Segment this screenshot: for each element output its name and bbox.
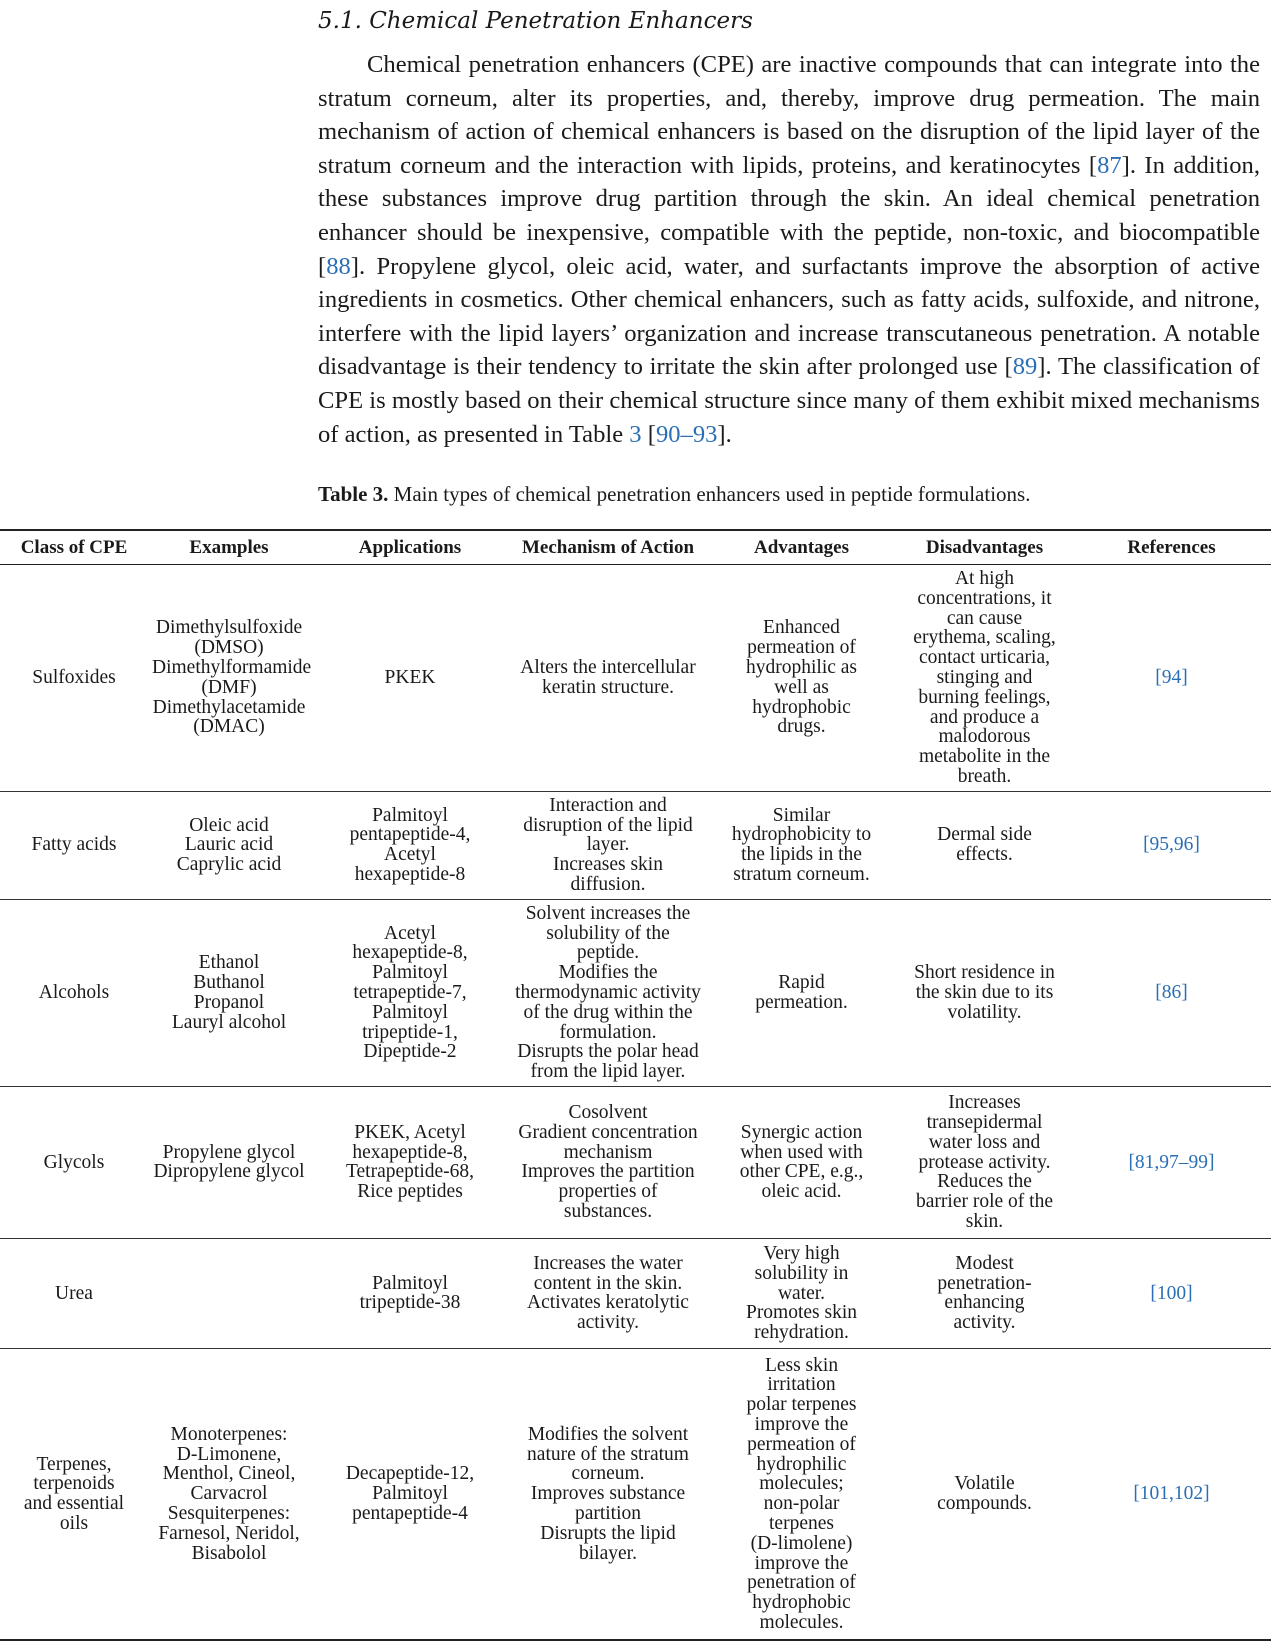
paragraph-text: ]. Propylene glycol, oleic acid, water, and surfactants improve the absorption of active ingredients in cosmetics. Other chemical enhancers, such as fatty acids, sulfoxide, and nitrone, interfere with the lipid layers’ organization and increase transcutaneous penetration. A notable disadvantage is their tendency to irritate the skin after prolonged use [ xyxy=(318,252,1260,381)
cell-applications: Decapeptide-12, Palmitoyl pentapeptide-4 xyxy=(310,1348,510,1640)
cell-advantages: Less skin irritation polar terpenes improve the permeation of hydrophilic molecules; non-polar terpenes (D-limolene) improve the penetration of hydrophobic molecules. xyxy=(706,1348,897,1640)
cell-mechanism: Solvent increases the solubility of the peptide. Modifies the thermodynamic activity of the drug within the formulation. Disrupts the polar head from the lipid layer. xyxy=(510,899,706,1086)
cell-examples: Propylene glycol Dipropylene glycol xyxy=(148,1086,310,1238)
citation-link[interactable]: 90–93 xyxy=(655,420,718,448)
cell-applications: Acetyl hexapeptide-8, Palmitoyl tetrapeptide-7, Palmitoyl tripeptide-1, Dipeptide-2 xyxy=(310,899,510,1086)
table-header-row xyxy=(0,530,1271,565)
cell-advantages: Rapid permeation. xyxy=(706,899,897,1086)
cell-mechanism: Increases the water content in the skin. Activates keratolytic activity. xyxy=(510,1238,706,1348)
cell-disadvantages: Short residence in the skin due to its volatility. xyxy=(897,899,1072,1086)
cell-class: Fatty acids xyxy=(0,791,148,899)
citation-link[interactable]: 89 xyxy=(1012,353,1038,381)
cell-disadvantages: Volatile compounds. xyxy=(897,1348,1072,1640)
cell-disadvantages: Dermal side effects. xyxy=(897,791,1072,899)
header-class: Class of CPE xyxy=(0,530,148,565)
cell-applications: Palmitoyl tripeptide-38 xyxy=(310,1238,510,1348)
cell-disadvantages: Increases transepidermal water loss and protease activity. Reduces the barrier role of the skin. xyxy=(897,1086,1072,1238)
table-row xyxy=(0,791,1271,899)
cell-examples: Oleic acid Lauric acid Caprylic acid xyxy=(148,791,310,899)
cell-references[interactable]: [100] xyxy=(1072,1238,1271,1348)
cpe-table xyxy=(0,529,1271,1641)
section-heading: 5.1. Chemical Penetration Enhancers xyxy=(318,8,753,34)
table-row xyxy=(0,1238,1271,1348)
cell-applications: PKEK xyxy=(310,565,510,792)
paragraph-text: Chemical penetration enhancers (CPE) are inactive compounds that can integrate into the stratum corneum, alter its properties, and, thereby, improve drug permeation. The main mechanism of action of chemical enhancers is based on the disruption of the lipid layer of the stratum corneum and the interaction with lipids, proteins, and keratinocytes [ xyxy=(318,51,1260,179)
citation-link[interactable]: 87 xyxy=(1097,151,1122,179)
header-applications: Applications xyxy=(310,530,510,565)
cell-mechanism: Modifies the solvent nature of the stratum corneum. Improves substance partition Disrupts the lipid bilayer. xyxy=(510,1348,706,1640)
cell-class: Glycols xyxy=(0,1086,148,1238)
table-row xyxy=(0,899,1271,1086)
cell-class: Sulfoxides xyxy=(0,565,148,792)
cell-references[interactable]: [101,102] xyxy=(1072,1348,1271,1640)
paragraph-text: ]. xyxy=(717,420,732,448)
cell-disadvantages: Modest penetration- enhancing activity. xyxy=(897,1238,1072,1348)
cell-applications: Palmitoyl pentapeptide-4, Acetyl hexapeptide-8 xyxy=(310,791,510,899)
caption-label: Table 3. xyxy=(318,482,389,506)
body-paragraph xyxy=(318,48,1260,451)
cell-references[interactable]: [95,96] xyxy=(1072,791,1271,899)
paragraph-text: ]. The classification of CPE is mostly based on their chemical structure since many of them exhibit mixed mechanisms of action, as presented in Table xyxy=(318,353,1260,448)
cell-applications: PKEK, Acetyl hexapeptide-8, Tetrapeptide-68, Rice peptides xyxy=(310,1086,510,1238)
table-caption xyxy=(318,481,1260,507)
header-disadvantages: Disadvantages xyxy=(897,530,1072,565)
cell-mechanism: Alters the intercellular keratin structure. xyxy=(510,565,706,792)
cell-references[interactable]: [86] xyxy=(1072,899,1271,1086)
paragraph-text: [ xyxy=(641,420,656,448)
table-row xyxy=(0,1086,1271,1238)
cell-examples: Monoterpenes: D-Limonene, Menthol, Cineol, Carvacrol Sesquiterpenes: Farnesol, Neridol, Bisabolol xyxy=(148,1348,310,1640)
cell-advantages: Synergic action when used with other CPE, e.g., oleic acid. xyxy=(706,1086,897,1238)
cell-mechanism: Interaction and disruption of the lipid layer. Increases skin diffusion. xyxy=(510,791,706,899)
paragraph-text: ]. In addition, these substances improve drug partition through the skin. An ideal chemical penetration enhancer should be inexpensive, compatible with the peptide, non-toxic, and biocompatible [ xyxy=(318,151,1260,280)
cell-mechanism: Cosolvent Gradient concentration mechanism Improves the partition properties of substances. xyxy=(510,1086,706,1238)
header-examples: Examples xyxy=(148,530,310,565)
header-advantages: Advantages xyxy=(706,530,897,565)
cell-class: Alcohols xyxy=(0,899,148,1086)
cell-class: Urea xyxy=(0,1238,148,1348)
cell-references[interactable]: [81,97–99] xyxy=(1072,1086,1271,1238)
cell-advantages: Similar hydrophobicity to the lipids in the stratum corneum. xyxy=(706,791,897,899)
cell-advantages: Enhanced permeation of hydrophilic as well as hydrophobic drugs. xyxy=(706,565,897,792)
table-link[interactable]: 3 xyxy=(629,420,642,448)
cell-examples: Ethanol Buthanol Propanol Lauryl alcohol xyxy=(148,899,310,1086)
header-mechanism: Mechanism of Action xyxy=(510,530,706,565)
header-references: References xyxy=(1072,530,1271,565)
table-row xyxy=(0,565,1271,792)
cell-advantages: Very high solubility in water. Promotes skin rehydration. xyxy=(706,1238,897,1348)
cell-examples xyxy=(148,1238,310,1348)
caption-text: Main types of chemical penetration enhancers used in peptide formulations. xyxy=(388,482,1031,506)
table-row xyxy=(0,1348,1271,1640)
cell-references[interactable]: [94] xyxy=(1072,565,1271,792)
cell-examples: Dimethylsulfoxide (DMSO) Dimethylformamide (DMF) Dimethylacetamide (DMAC) xyxy=(148,565,310,792)
cell-class: Terpenes, terpenoids and essential oils xyxy=(0,1348,148,1640)
citation-link[interactable]: 88 xyxy=(326,252,351,280)
cell-disadvantages: At high concentrations, it can cause erythema, scaling, contact urticaria, stinging and burning feelings, and produce a malodorous metabolite in the breath. xyxy=(897,565,1072,792)
